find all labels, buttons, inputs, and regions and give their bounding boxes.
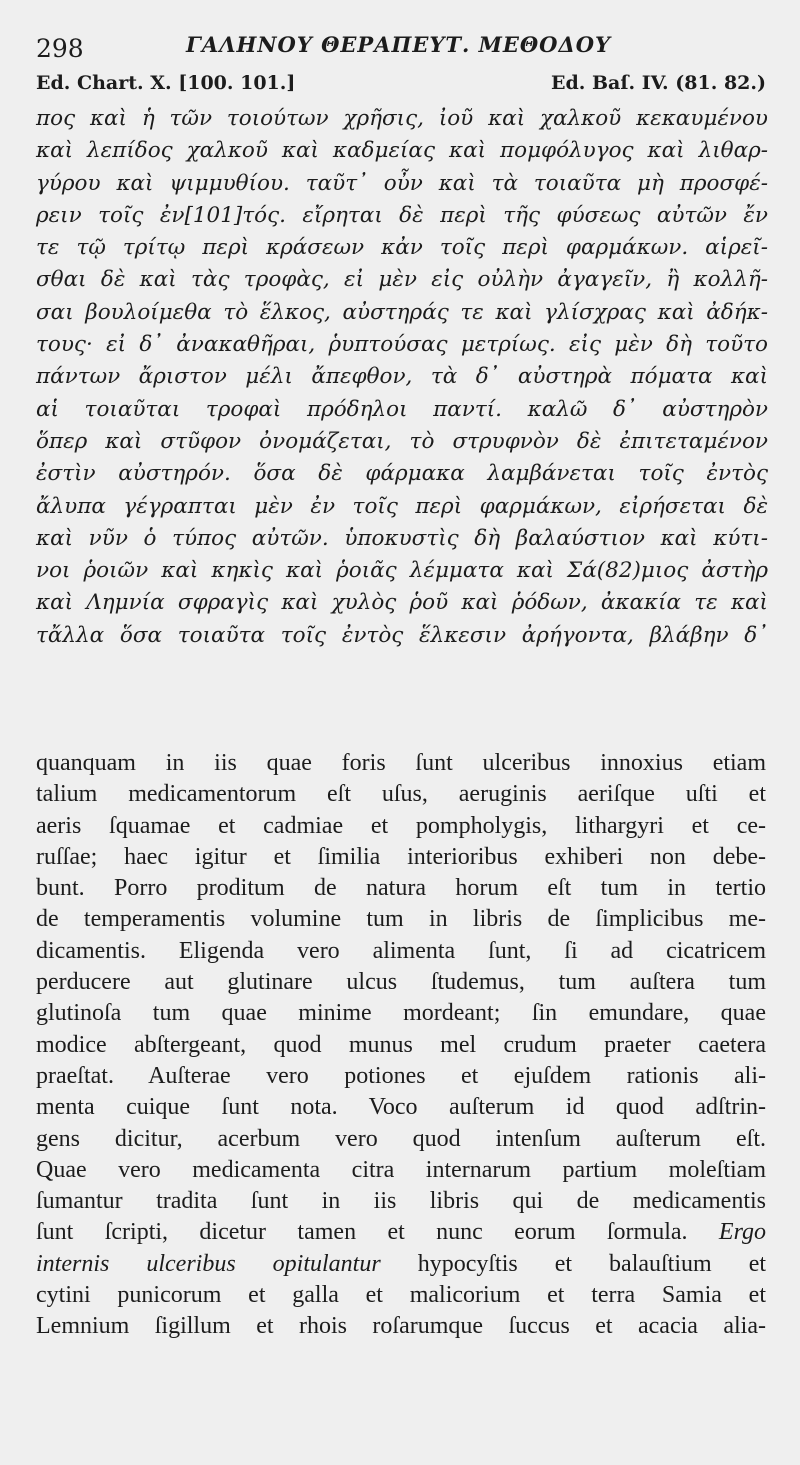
latin-line: Lemnium ſigillum et rhois roſarumque ſuccus et acacia alia- — [36, 1313, 766, 1340]
latin-line — [36, 1249, 766, 1280]
latin-line: quanquam in iis quae foris ſunt ulceribus innoxius etiam — [36, 750, 766, 776]
latin-line: Quae vero medicamenta citra internarum partium moleſtiam — [36, 1156, 766, 1183]
greek-line: σαι βουλοίμεθα τὸ ἕλκος, αὐστηράς τε καὶ γλίσχρας καὶ ἀδήκ- — [36, 299, 768, 325]
latin-line: glutinoſa tum quae minime mordeant; ſin emundare, quae — [36, 1000, 766, 1027]
greek-line: ἐστὶν αὐστηρόν. ὅσα δὲ φάρμακα λαμβάνεται τοῖς ἐντὸς — [36, 461, 768, 487]
greek-line: καὶ Λημνία σφραγὶς καὶ χυλὸς ῥοῦ καὶ ῥόδων, ἀκακία τε καὶ — [36, 590, 768, 616]
running-title: ΓΑΛΗΝΟΥ ΘΕΡΑΠΕΥΤ. ΜΕΘΟΔΟΥ — [186, 32, 612, 57]
latin-line: cytini punicorum et galla et malicorium et terra Samia et — [36, 1282, 766, 1309]
latin-line: ſumantur tradita ſunt in iis libris qui de medicamentis — [36, 1188, 766, 1215]
latin-line: modice abſtergeant, quod munus mel crudum praeter caetera — [36, 1031, 766, 1058]
latin-line-text: ſunt ſcripti, dicetur tamen et nunc eorum ſormula. — [36, 1219, 688, 1246]
edition-basel-reference: Ed. Baſ. IV. (81. 82.) — [550, 72, 766, 94]
latin-line — [36, 1217, 766, 1248]
greek-line: ὅπερ καὶ στῦφον ὀνομάζεται, τὸ στρυφνὸν δὲ ἐπιτεταμένον — [36, 428, 768, 454]
latin-line: dicamentis. Eligenda vero alimenta ſunt, ſi ad cicatricem — [36, 937, 766, 964]
latin-line: perducere aut glutinare ulcus ſtudemus, tum auſtera tum — [36, 969, 766, 996]
greek-line: αἱ τοιαῦται τροφαὶ πρόδηλοι παντί. καλῶ δ᾽ αὐστηρὸν — [36, 396, 768, 422]
latin-line: ruſſae; haec igitur et ſimilia interioribus exhiberi non debe- — [36, 843, 766, 870]
greek-line: γύρου καὶ ψιμμυθίου. ταῦτ᾽ οὖν καὶ τὰ τοιαῦτα μὴ προσφέ- — [36, 170, 768, 196]
edition-chart-reference: Ed. Chart. X. [100. 101.] — [36, 72, 296, 94]
greek-line: καὶ λεπίδος χαλκοῦ καὶ καδμείας καὶ πομφόλυγος καὶ λιθαρ- — [36, 138, 768, 164]
latin-line: menta cuique ſunt nota. Voco auſterum id quod adſtrin- — [36, 1094, 766, 1121]
latin-line: talium medicamentorum eſt uſus, aeruginis aeriſque uſti et — [36, 781, 766, 808]
latin-italic-text: internis ulceribus opitulantur — [36, 1250, 381, 1277]
edition-references — [36, 72, 766, 100]
latin-line: gens dicitur, acerbum vero quod intenſum auſterum eſt. — [36, 1125, 766, 1152]
latin-line: aeris ſquamae et cadmiae et pompholygis, lithargyri et ce- — [36, 812, 766, 839]
latin-line-text: hypocyſtis et balauſtium et — [417, 1250, 767, 1277]
greek-line: ἄλυπα γέγραπται μὲν ἐν τοῖς περὶ φαρμάκων, εἰρήσεται δὲ — [36, 493, 768, 519]
greek-line: σθαι δὲ καὶ τὰς τροφὰς, εἰ μὲν εἰς οὐλὴν ἀγαγεῖν, ἢ κολλῆ- — [36, 267, 768, 293]
greek-text-block — [36, 103, 768, 652]
greek-line: πάντων ἄριστον μέλι ἄπεφθον, τὰ δ᾽ αὐστηρὰ πόματα καὶ — [36, 364, 768, 390]
greek-line: τους· εἰ δ᾽ ἀνακαθῆραι, ῥυπτούσας μετρίως. εἰς μὲν δὴ τοῦτο — [36, 332, 768, 358]
page-header — [36, 30, 766, 66]
greek-line: νοι ῥοιῶν καὶ κηκὶς καὶ ῥοιᾶς λέμματα καὶ Σά(82)μιος ἀστὴρ — [36, 558, 768, 584]
greek-line: καὶ νῦν ὁ τύπος αὐτῶν. ὑποκυστὶς δὴ βαλαύστιον καὶ κύτι- — [36, 525, 768, 551]
latin-line: praeſtat. Auſterae vero potiones et ejuſdem rationis ali- — [36, 1062, 766, 1089]
greek-line: πος καὶ ἡ τῶν τοιούτων χρῆσις, ἰοῦ καὶ χαλκοῦ κεκαυμένου — [36, 106, 768, 131]
greek-line: τἄλλα ὅσα τοιαῦτα τοῖς ἐντὸς ἕλκεσιν ἀρήγοντα, βλάβην δ᾽ — [36, 622, 768, 648]
greek-line: ρειν τοῖς ἐν[101]τός. εἴρηται δὲ περὶ τῆς φύσεως αὐτῶν ἔν — [36, 202, 768, 228]
latin-text-block — [36, 748, 766, 1343]
latin-line: bunt. Porro proditum de natura horum eſt tum in tertio — [36, 875, 766, 902]
latin-line: de temperamentis volumine tum in libris de ſimplicibus me- — [36, 906, 766, 933]
greek-line: τε τῷ τρίτῳ περὶ κράσεων κἀν τοῖς περὶ φαρμάκων. αἱρεῖ- — [36, 235, 768, 261]
page-number: 298 — [36, 34, 84, 63]
latin-italic-text: Ergo — [718, 1219, 767, 1246]
